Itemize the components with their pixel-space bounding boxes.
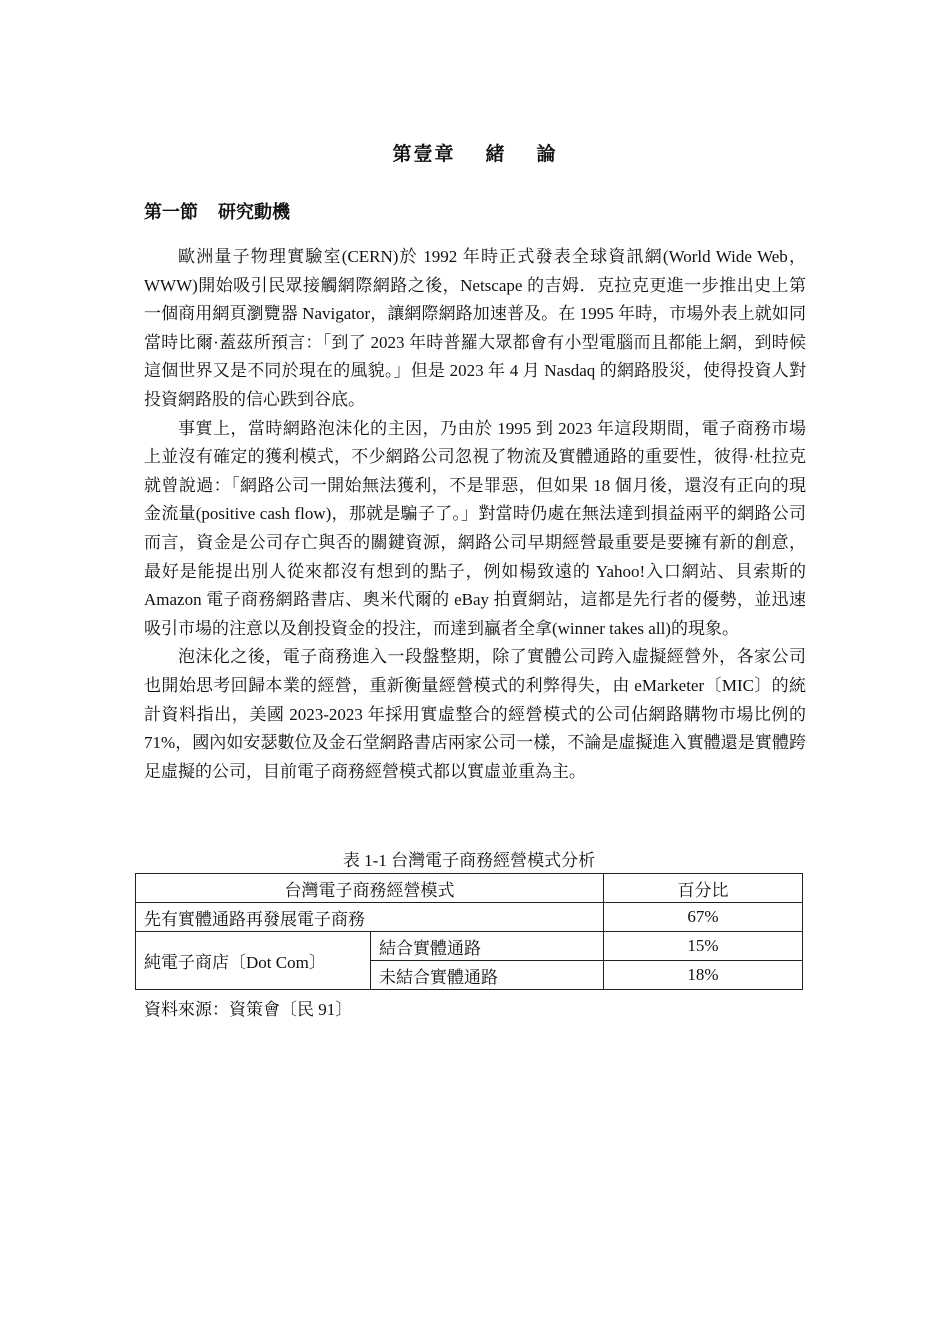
table-header-row [136, 874, 803, 903]
paragraph: 泡沫化之後，電子商務進入一段盤整期，除了實體公司跨入虛擬經營外，各家公司也開始思考回歸本業的經營，重新衡量經營模式的利弊得失，由 eMarketer〔MIC〕的統計資料指出，美國 2023-2023 年採用實虛整合的經營模式的公司佔網路購物市場比例的 71%，國內如安瑟數位及金石堂網路書店兩家公司一樣，不論是虛擬進入實體還是實體跨足虛擬的公司，目前電子商務經營模式都以實虛並重為主。 [144, 647, 806, 781]
section-title [144, 198, 290, 224]
chapter-title [0, 139, 950, 166]
header-percentage: 百分比 [604, 874, 803, 903]
chapter-label: 第壹章 [392, 144, 456, 165]
row-percentage: 15% [604, 932, 803, 961]
row-label: 未結合實體通路 [371, 961, 604, 990]
body-text [144, 243, 806, 786]
source-note: 資料來源：資策會〔民 91〕 [144, 1000, 353, 1019]
table-row [136, 932, 803, 961]
section-label: 第一節 [144, 202, 198, 222]
chapter-title-a: 緒 [485, 144, 507, 165]
section-heading: 研究動機 [218, 202, 290, 222]
row-percentage: 67% [604, 903, 803, 932]
header-model: 台灣電子商務經營模式 [136, 874, 604, 903]
paragraph: 事實上，當時網路泡沫化的主因，乃由於 1995 到 2023 年這段期間，電子商務市場上並沒有確定的獲利模式，不少網路公司忽視了物流及實體通路的重要性，彼得·杜拉克就曾說過：「網路公司一開始無法獲利，不是罪惡，但如果 18 個月後，還沒有正向的現金流量(positive cash flow)，那就是騙子了。」對當時仍處在無法達到損益兩平的網路公司而言，資金是公司存亡與否的關鍵資源，網路公司早期經營最重要是要擁有新的創意，最好是能提出別人從來都沒有想到的點子，例如楊致遠的 Yahoo!入口網站、貝索斯的 Amazon 電子商務網路書店、奧米代爾的 eBay 拍賣網站，這都是先行者的優勢，並迅速吸引市場的注意以及創投資金的投注，而達到贏者全拿(winner takes all)的現象。 [144, 418, 806, 638]
chapter-title-b: 論 [536, 144, 558, 165]
group-label: 純電子商店〔Dot Com〕 [136, 932, 371, 990]
table-caption: 表 1-1 台灣電子商務經營模式分析 [342, 851, 596, 870]
row-percentage: 18% [604, 961, 803, 990]
table-row [136, 903, 803, 932]
row-label: 先有實體通路再發展電子商務 [136, 903, 604, 932]
paragraph: 歐洲量子物理實驗室(CERN)於 1992 年時正式發表全球資訊網(World Wide Web，WWW)開始吸引民眾接觸網際網路之後，Netscape 的吉姆．克拉克更進一步推出史上第一個商用網頁瀏覽器 Navigator，讓網際網路加速普及。在 1995 年時，市場外表上就如同當時比爾·蓋茲所預言：「到了 2023 年時普羅大眾都會有小型電腦而且都能上網，到時候這個世界又是不同於現在的風貌。」但是 2023 年 4 月 Nasdaq 的網路股災，使得投資人對投資網路股的信心跌到谷底。 [144, 247, 806, 409]
data-table [135, 873, 803, 990]
row-label: 結合實體通路 [371, 932, 604, 961]
